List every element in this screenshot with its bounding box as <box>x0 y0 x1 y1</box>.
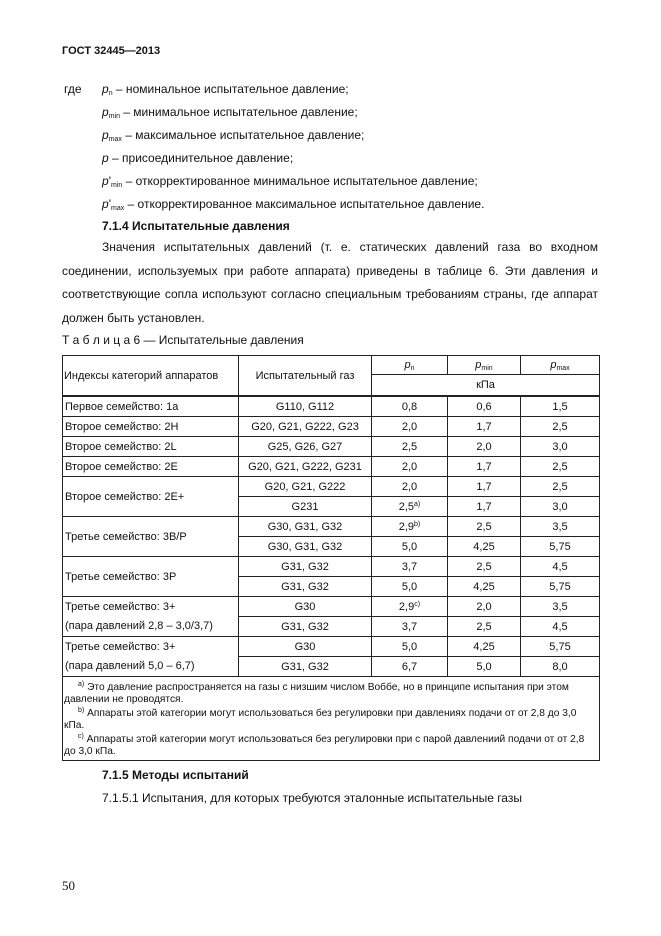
cell-pmin: 2,5 <box>448 517 521 537</box>
header-category: Индексы категорий аппаратов <box>63 356 239 397</box>
definition-text: $p'_{min}$ – откорректированное минимальное испытательное давление; <box>102 174 478 189</box>
definition-row <box>0 174 661 192</box>
cell-pmax: 3,0 <box>521 497 600 517</box>
cell-category: (пара давлений 2,8 – 3,0/3,7) <box>63 617 239 637</box>
table-row <box>63 617 600 637</box>
cell-pn: 2,0 <box>372 417 448 437</box>
cell-gas: G30 <box>239 597 372 617</box>
definition-text: $p_{max}$ – максимальное испытательное давление; <box>102 128 365 143</box>
table-row <box>63 477 600 497</box>
cell-category: Третье семейство: 3+ <box>63 597 239 617</box>
header-gas: Испытательный газ <box>239 356 372 397</box>
definition-row <box>0 151 661 169</box>
cell-pmin: 4,25 <box>448 637 521 657</box>
definition-text: $p_{min}$ – минимальное испытательное давление; <box>102 105 358 120</box>
where-label: где <box>64 82 82 96</box>
table-row <box>63 517 600 537</box>
table-caption: Т а б л и ц а 6 — Испытательные давления <box>62 333 304 347</box>
header-pmin: $p_{min}$ <box>448 356 521 375</box>
footnote: $^{b)}$ Аппараты этой категории могут использоваться без регулировки при давлениях подачи от от 2,8 до 3,0 кПа. <box>64 707 577 731</box>
cell-pn: 3,7 <box>372 617 448 637</box>
cell-pmax: 4,5 <box>521 557 600 577</box>
cell-gas: G30 <box>239 637 372 657</box>
cell-pn: 2,0 <box>372 477 448 497</box>
cell-pmax: 2,5 <box>521 477 600 497</box>
cell-pn: 6,7 <box>372 657 448 677</box>
subsection-item: 7.1.5.1 Испытания, для которых требуются эталонные испытательные газы <box>102 791 522 805</box>
cell-pmin: 2,0 <box>448 437 521 457</box>
cell-pmin: 4,25 <box>448 577 521 597</box>
cell-category: Третье семейство: 3Р <box>63 557 239 597</box>
footnote: $^{a)}$ Это давление распространяется на газы с низшим числом Воббе, но в принципе испытания при этом давлении не проводятся. <box>64 681 569 705</box>
cell-pmax: 5,75 <box>521 637 600 657</box>
cell-pn: 2,5$^{a)}$ <box>372 497 448 517</box>
footnote-ref: a) <box>414 500 421 508</box>
cell-gas: G31, G32 <box>239 657 372 677</box>
cell-pmin: 2,5 <box>448 617 521 637</box>
definition-row <box>0 82 661 100</box>
definition-row <box>0 128 661 146</box>
cell-pn: 0,8 <box>372 396 448 417</box>
table-row <box>63 437 600 457</box>
cell-pmax: 2,5 <box>521 457 600 477</box>
cell-pmin: 1,7 <box>448 477 521 497</box>
cell-pmin: 1,7 <box>448 417 521 437</box>
cell-category: Третье семейство: 3В/Р <box>63 517 239 557</box>
table-header-row <box>63 356 600 375</box>
cell-pmin: 2,5 <box>448 557 521 577</box>
cell-pmax: 3,0 <box>521 437 600 457</box>
header-pmax: $p_{max}$ <box>521 356 600 375</box>
cell-category: Третье семейство: 3+ <box>63 637 239 657</box>
cell-gas: G231 <box>239 497 372 517</box>
section-heading: 7.1.5 Методы испытаний <box>102 768 249 782</box>
table-footnotes-row <box>63 677 600 761</box>
footnote: $^{c)}$ Аппараты этой категории могут использоваться без регулировки при с парой давлениий подачи от от 2,8 до 3,0 кПа. <box>64 733 585 757</box>
table-row <box>63 457 600 477</box>
cell-gas: G20, G21, G222, G23 <box>239 417 372 437</box>
cell-gas: G110, G112 <box>239 396 372 417</box>
table-row <box>63 597 600 617</box>
table-row <box>63 657 600 677</box>
header-unit: кПа <box>372 375 600 397</box>
cell-pmax: 4,5 <box>521 617 600 637</box>
footnote-ref: b) <box>414 520 421 528</box>
cell-pmax: 5,75 <box>521 577 600 597</box>
body-paragraph: Значения испытательных давлений (т. е. статических давлений газа во входном соединении, используемых при работе аппарата) приведены в таблице 6. Эти давления и соответствующие сопла используют согласно специальным требованиям страны, где аппарат должен быть установлен. <box>62 240 598 325</box>
pressure-table <box>62 355 600 761</box>
definition-text: $p'_{max}$ – откорректированное максимальное испытательное давление. <box>102 197 485 212</box>
cell-pn: 5,0 <box>372 577 448 597</box>
page-number: 50 <box>62 878 75 893</box>
cell-category: Второе семейство: 2Е+ <box>63 477 239 517</box>
cell-pmax: 5,75 <box>521 537 600 557</box>
cell-pmin: 1,7 <box>448 497 521 517</box>
definition-text: p – присоединительное давление; <box>102 151 294 165</box>
cell-pn: 2,0 <box>372 457 448 477</box>
cell-pmin: 2,0 <box>448 597 521 617</box>
definition-row <box>0 197 661 215</box>
cell-category: Второе семейство: 2L <box>63 437 239 457</box>
cell-category: Второе семейство: 2Н <box>63 417 239 437</box>
cell-pmax: 1,5 <box>521 396 600 417</box>
cell-gas: G25, G26, G27 <box>239 437 372 457</box>
definition-row <box>0 105 661 123</box>
cell-pmax: 8,0 <box>521 657 600 677</box>
cell-gas: G20, G21, G222, G231 <box>239 457 372 477</box>
cell-gas: G30, G31, G32 <box>239 537 372 557</box>
cell-pmin: 5,0 <box>448 657 521 677</box>
cell-pmax: 2,5 <box>521 417 600 437</box>
footnote-ref: c) <box>414 600 421 608</box>
cell-category: (пара давлений 5,0 – 6,7) <box>63 657 239 677</box>
definition-text: $p_n$ – номинальное испытательное давление; <box>102 82 349 97</box>
header-pn: $p_n$ <box>372 356 448 375</box>
cell-pmax: 3,5 <box>521 597 600 617</box>
section-heading: 7.1.4 Испытательные давления <box>102 219 290 233</box>
table-row <box>63 637 600 657</box>
cell-gas: G30, G31, G32 <box>239 517 372 537</box>
cell-gas: G31, G32 <box>239 557 372 577</box>
cell-pmin: 0,6 <box>448 396 521 417</box>
cell-gas: G20, G21, G222 <box>239 477 372 497</box>
table-footnotes <box>63 677 600 761</box>
cell-pn: 3,7 <box>372 557 448 577</box>
cell-pn: 2,9$^{b)}$ <box>372 517 448 537</box>
cell-pn: 5,0 <box>372 637 448 657</box>
cell-pmin: 4,25 <box>448 537 521 557</box>
cell-pmax: 3,5 <box>521 517 600 537</box>
table-row <box>63 396 600 417</box>
cell-category: Второе семейство: 2Е <box>63 457 239 477</box>
cell-pn: 5,0 <box>372 537 448 557</box>
cell-category: Первое семейство: 1а <box>63 396 239 417</box>
cell-pn: 2,9$^{c)}$ <box>372 597 448 617</box>
table-row <box>63 557 600 577</box>
document-id: ГОСТ 32445—2013 <box>62 45 161 57</box>
cell-gas: G31, G32 <box>239 617 372 637</box>
cell-pmin: 1,7 <box>448 457 521 477</box>
table-row <box>63 417 600 437</box>
cell-gas: G31, G32 <box>239 577 372 597</box>
cell-pn: 2,5 <box>372 437 448 457</box>
